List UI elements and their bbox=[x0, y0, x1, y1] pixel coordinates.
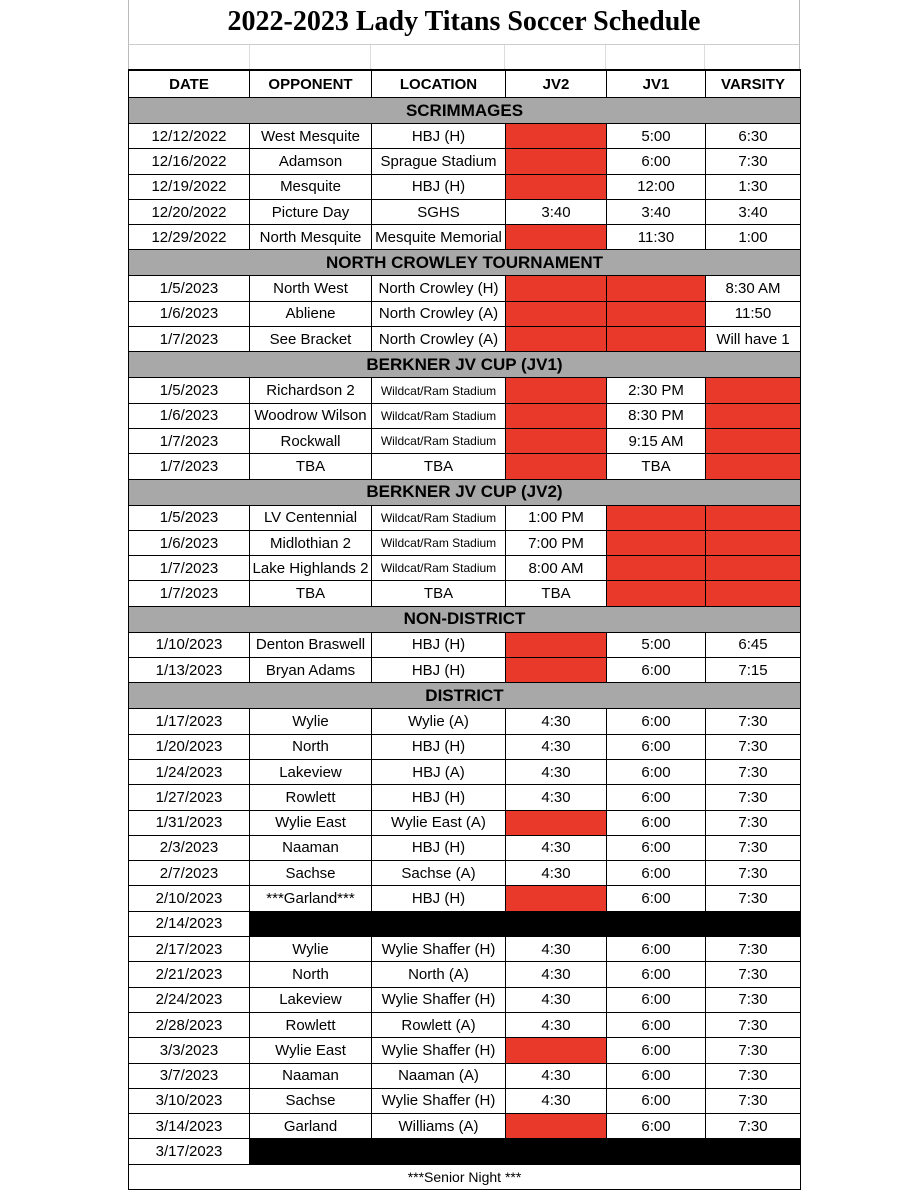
game-row bbox=[129, 937, 801, 962]
game-row bbox=[129, 1063, 801, 1088]
location-cell: Williams (A) bbox=[372, 1114, 506, 1139]
section-header-row bbox=[129, 352, 801, 378]
date-cell: 1/5/2023 bbox=[129, 276, 250, 301]
varsity-time-cell: 7:30 bbox=[706, 810, 801, 835]
jv1-no-game-cell bbox=[607, 556, 706, 581]
section-header-row bbox=[129, 250, 801, 276]
game-row bbox=[129, 276, 801, 301]
opponent-cell: Rockwall bbox=[250, 428, 372, 453]
section-title: NORTH CROWLEY TOURNAMENT bbox=[129, 250, 801, 276]
game-row bbox=[129, 709, 801, 734]
jv1-time-cell: 5:00 bbox=[607, 124, 706, 149]
jv2-no-game-cell bbox=[506, 124, 607, 149]
date-cell: 2/28/2023 bbox=[129, 1012, 250, 1037]
date-cell: 1/7/2023 bbox=[129, 454, 250, 479]
jv1-time-cell: TBA bbox=[607, 454, 706, 479]
varsity-no-game-cell bbox=[706, 556, 801, 581]
location-cell: Wildcat/Ram Stadium bbox=[372, 378, 506, 403]
jv2-no-game-cell bbox=[506, 1038, 607, 1063]
jv1-no-game-cell bbox=[607, 276, 706, 301]
date-cell: 1/27/2023 bbox=[129, 785, 250, 810]
date-cell: 2/24/2023 bbox=[129, 987, 250, 1012]
varsity-time-cell: 7:30 bbox=[706, 1088, 801, 1113]
jv2-no-game-cell bbox=[506, 301, 607, 326]
date-cell: 1/5/2023 bbox=[129, 378, 250, 403]
jv2-time-cell: 4:30 bbox=[506, 759, 607, 784]
game-row bbox=[129, 174, 801, 199]
varsity-time-cell: 11:50 bbox=[706, 301, 801, 326]
game-row bbox=[129, 327, 801, 352]
varsity-time-cell: 7:30 bbox=[706, 759, 801, 784]
jv1-time-cell: 9:15 AM bbox=[607, 428, 706, 453]
opponent-cell: Rowlett bbox=[250, 785, 372, 810]
date-cell: 3/10/2023 bbox=[129, 1088, 250, 1113]
spacer-row bbox=[128, 45, 800, 69]
opponent-cell: Naaman bbox=[250, 835, 372, 860]
opponent-cell: Sachse bbox=[250, 861, 372, 886]
game-row bbox=[129, 886, 801, 911]
location-cell: Wildcat/Ram Stadium bbox=[372, 428, 506, 453]
opponent-cell: LV Centennial bbox=[250, 505, 372, 530]
date-cell: 3/14/2023 bbox=[129, 1114, 250, 1139]
varsity-time-cell: 7:30 bbox=[706, 937, 801, 962]
varsity-time-cell: 7:30 bbox=[706, 734, 801, 759]
location-cell: HBJ (H) bbox=[372, 886, 506, 911]
opponent-cell: Bryan Adams bbox=[250, 658, 372, 683]
location-cell: HBJ (H) bbox=[372, 124, 506, 149]
section-header-row bbox=[129, 683, 801, 709]
varsity-time-cell: 7:30 bbox=[706, 1063, 801, 1088]
varsity-time-cell: 8:30 AM bbox=[706, 276, 801, 301]
location-cell: Wylie Shaffer (H) bbox=[372, 987, 506, 1012]
date-cell: 1/24/2023 bbox=[129, 759, 250, 784]
jv2-no-game-cell bbox=[506, 225, 607, 250]
date-cell: 12/12/2022 bbox=[129, 124, 250, 149]
jv2-no-game-cell bbox=[506, 886, 607, 911]
opponent-cell: Wylie bbox=[250, 937, 372, 962]
varsity-time-cell: 7:30 bbox=[706, 1012, 801, 1037]
game-row bbox=[129, 987, 801, 1012]
varsity-no-game-cell bbox=[706, 530, 801, 555]
jv2-no-game-cell bbox=[506, 810, 607, 835]
section-header-row bbox=[129, 479, 801, 505]
date-cell: 2/3/2023 bbox=[129, 835, 250, 860]
game-row bbox=[129, 428, 801, 453]
varsity-time-cell: 7:30 bbox=[706, 785, 801, 810]
game-row bbox=[129, 225, 801, 250]
jv1-time-cell: 6:00 bbox=[607, 658, 706, 683]
jv2-no-game-cell bbox=[506, 403, 607, 428]
location-cell: Wildcat/Ram Stadium bbox=[372, 403, 506, 428]
varsity-time-cell: 3:40 bbox=[706, 199, 801, 224]
jv1-time-cell: 3:40 bbox=[607, 199, 706, 224]
jv1-time-cell: 6:00 bbox=[607, 1012, 706, 1037]
senior-night-note: ***Senior Night *** bbox=[129, 1164, 801, 1189]
varsity-time-cell: 7:15 bbox=[706, 658, 801, 683]
jv1-time-cell: 6:00 bbox=[607, 835, 706, 860]
jv1-time-cell: 6:00 bbox=[607, 759, 706, 784]
header-location: LOCATION bbox=[372, 70, 506, 98]
varsity-time-cell: 6:30 bbox=[706, 124, 801, 149]
date-cell: 2/7/2023 bbox=[129, 861, 250, 886]
jv2-no-game-cell bbox=[506, 149, 607, 174]
location-cell: HBJ (H) bbox=[372, 174, 506, 199]
game-row bbox=[129, 861, 801, 886]
varsity-no-game-cell bbox=[706, 581, 801, 606]
date-cell: 1/5/2023 bbox=[129, 505, 250, 530]
section-title: DISTRICT bbox=[129, 683, 801, 709]
opponent-cell: TBA bbox=[250, 454, 372, 479]
header-jv1: JV1 bbox=[607, 70, 706, 98]
game-row bbox=[129, 785, 801, 810]
date-cell: 1/13/2023 bbox=[129, 658, 250, 683]
date-cell: 12/29/2022 bbox=[129, 225, 250, 250]
game-row bbox=[129, 556, 801, 581]
jv2-time-cell: 4:30 bbox=[506, 861, 607, 886]
game-row bbox=[129, 1038, 801, 1063]
varsity-time-cell: 7:30 bbox=[706, 987, 801, 1012]
opponent-cell: Garland bbox=[250, 1114, 372, 1139]
jv2-no-game-cell bbox=[506, 378, 607, 403]
game-row bbox=[129, 581, 801, 606]
jv1-time-cell: 6:00 bbox=[607, 810, 706, 835]
game-row bbox=[129, 1088, 801, 1113]
jv2-time-cell: 4:30 bbox=[506, 1012, 607, 1037]
date-cell: 2/21/2023 bbox=[129, 962, 250, 987]
date-cell: 2/10/2023 bbox=[129, 886, 250, 911]
jv1-time-cell: 5:00 bbox=[607, 632, 706, 657]
varsity-time-cell: 7:30 bbox=[706, 1038, 801, 1063]
jv2-no-game-cell bbox=[506, 327, 607, 352]
location-cell: HBJ (H) bbox=[372, 658, 506, 683]
opponent-cell: Sachse bbox=[250, 1088, 372, 1113]
varsity-time-cell: 1:30 bbox=[706, 174, 801, 199]
game-row bbox=[129, 199, 801, 224]
date-cell: 12/20/2022 bbox=[129, 199, 250, 224]
location-cell: Wildcat/Ram Stadium bbox=[372, 556, 506, 581]
date-cell: 1/7/2023 bbox=[129, 581, 250, 606]
date-cell: 1/17/2023 bbox=[129, 709, 250, 734]
date-cell: 1/6/2023 bbox=[129, 301, 250, 326]
opponent-cell: Woodrow Wilson bbox=[250, 403, 372, 428]
date-cell: 1/10/2023 bbox=[129, 632, 250, 657]
opponent-cell: Richardson 2 bbox=[250, 378, 372, 403]
varsity-time-cell: 7:30 bbox=[706, 861, 801, 886]
section-header-row bbox=[129, 98, 801, 124]
location-cell: Wylie Shaffer (H) bbox=[372, 1088, 506, 1113]
jv1-time-cell: 6:00 bbox=[607, 1038, 706, 1063]
game-row bbox=[129, 403, 801, 428]
opponent-cell: See Bracket bbox=[250, 327, 372, 352]
location-cell: HBJ (A) bbox=[372, 759, 506, 784]
varsity-no-game-cell bbox=[706, 505, 801, 530]
location-cell: Rowlett (A) bbox=[372, 1012, 506, 1037]
jv1-time-cell: 6:00 bbox=[607, 886, 706, 911]
jv2-time-cell: 4:30 bbox=[506, 937, 607, 962]
jv2-no-game-cell bbox=[506, 454, 607, 479]
jv2-time-cell: TBA bbox=[506, 581, 607, 606]
game-row bbox=[129, 454, 801, 479]
jv1-time-cell: 11:30 bbox=[607, 225, 706, 250]
jv1-time-cell: 8:30 PM bbox=[607, 403, 706, 428]
jv1-no-game-cell bbox=[607, 530, 706, 555]
game-row bbox=[129, 124, 801, 149]
jv1-time-cell: 2:30 PM bbox=[607, 378, 706, 403]
game-row bbox=[129, 759, 801, 784]
varsity-no-game-cell bbox=[706, 378, 801, 403]
date-cell: 3/3/2023 bbox=[129, 1038, 250, 1063]
varsity-time-cell: 7:30 bbox=[706, 835, 801, 860]
jv2-time-cell: 4:30 bbox=[506, 785, 607, 810]
date-cell: 3/17/2023 bbox=[129, 1139, 250, 1164]
location-cell: SGHS bbox=[372, 199, 506, 224]
game-row bbox=[129, 962, 801, 987]
game-row bbox=[129, 911, 801, 936]
jv2-time-cell: 3:40 bbox=[506, 199, 607, 224]
varsity-time-cell: 7:30 bbox=[706, 886, 801, 911]
location-cell: TBA bbox=[372, 454, 506, 479]
opponent-cell: ***Garland*** bbox=[250, 886, 372, 911]
location-cell: TBA bbox=[372, 581, 506, 606]
opponent-cell: Midlothian 2 bbox=[250, 530, 372, 555]
location-cell: Wildcat/Ram Stadium bbox=[372, 530, 506, 555]
jv1-no-game-cell bbox=[607, 327, 706, 352]
date-cell: 12/19/2022 bbox=[129, 174, 250, 199]
date-cell: 1/7/2023 bbox=[129, 428, 250, 453]
varsity-time-cell: 6:45 bbox=[706, 632, 801, 657]
schedule-table bbox=[128, 69, 801, 1190]
jv2-no-game-cell bbox=[506, 428, 607, 453]
header-jv2: JV2 bbox=[506, 70, 607, 98]
varsity-no-game-cell bbox=[706, 428, 801, 453]
varsity-time-cell: Will have 1 bbox=[706, 327, 801, 352]
opponent-cell: Denton Braswell bbox=[250, 632, 372, 657]
jv2-time-cell: 4:30 bbox=[506, 1088, 607, 1113]
date-cell: 1/6/2023 bbox=[129, 530, 250, 555]
jv2-time-cell: 4:30 bbox=[506, 734, 607, 759]
location-cell: Sachse (A) bbox=[372, 861, 506, 886]
game-row bbox=[129, 734, 801, 759]
game-row bbox=[129, 1012, 801, 1037]
location-cell: North Crowley (H) bbox=[372, 276, 506, 301]
jv1-time-cell: 6:00 bbox=[607, 1063, 706, 1088]
location-cell: North Crowley (A) bbox=[372, 301, 506, 326]
game-row bbox=[129, 1139, 801, 1164]
opponent-cell: Wylie East bbox=[250, 1038, 372, 1063]
jv2-no-game-cell bbox=[506, 276, 607, 301]
jv2-time-cell: 1:00 PM bbox=[506, 505, 607, 530]
jv2-time-cell: 4:30 bbox=[506, 962, 607, 987]
varsity-time-cell: 7:30 bbox=[706, 962, 801, 987]
jv2-no-game-cell bbox=[506, 1114, 607, 1139]
opponent-cell: West Mesquite bbox=[250, 124, 372, 149]
date-cell: 3/7/2023 bbox=[129, 1063, 250, 1088]
game-row bbox=[129, 530, 801, 555]
opponent-cell: Lake Highlands 2 bbox=[250, 556, 372, 581]
opponent-cell: Naaman bbox=[250, 1063, 372, 1088]
section-title: NON-DISTRICT bbox=[129, 606, 801, 632]
varsity-no-game-cell bbox=[706, 454, 801, 479]
game-row bbox=[129, 301, 801, 326]
off-day-cell bbox=[250, 911, 801, 936]
opponent-cell: North bbox=[250, 734, 372, 759]
location-cell: Wildcat/Ram Stadium bbox=[372, 505, 506, 530]
opponent-cell: Mesquite bbox=[250, 174, 372, 199]
opponent-cell: Picture Day bbox=[250, 199, 372, 224]
date-cell: 1/31/2023 bbox=[129, 810, 250, 835]
opponent-cell: Rowlett bbox=[250, 1012, 372, 1037]
jv2-time-cell: 8:00 AM bbox=[506, 556, 607, 581]
opponent-cell: North bbox=[250, 962, 372, 987]
location-cell: Sprague Stadium bbox=[372, 149, 506, 174]
jv1-no-game-cell bbox=[607, 301, 706, 326]
location-cell: Wylie East (A) bbox=[372, 810, 506, 835]
varsity-time-cell: 7:30 bbox=[706, 709, 801, 734]
off-day-cell bbox=[250, 1139, 801, 1164]
varsity-time-cell: 7:30 bbox=[706, 149, 801, 174]
location-cell: North Crowley (A) bbox=[372, 327, 506, 352]
opponent-cell: Wylie East bbox=[250, 810, 372, 835]
opponent-cell: Abliene bbox=[250, 301, 372, 326]
location-cell: Mesquite Memorial bbox=[372, 225, 506, 250]
date-cell: 1/7/2023 bbox=[129, 327, 250, 352]
game-row bbox=[129, 835, 801, 860]
section-title: BERKNER JV CUP (JV2) bbox=[129, 479, 801, 505]
location-cell: Wylie (A) bbox=[372, 709, 506, 734]
game-row bbox=[129, 658, 801, 683]
section-title: BERKNER JV CUP (JV1) bbox=[129, 352, 801, 378]
game-row bbox=[129, 810, 801, 835]
game-row bbox=[129, 149, 801, 174]
location-cell: HBJ (H) bbox=[372, 785, 506, 810]
jv1-time-cell: 6:00 bbox=[607, 937, 706, 962]
jv2-time-cell: 4:30 bbox=[506, 835, 607, 860]
opponent-cell: Lakeview bbox=[250, 759, 372, 784]
location-cell: HBJ (H) bbox=[372, 835, 506, 860]
date-cell: 2/14/2023 bbox=[129, 911, 250, 936]
jv1-time-cell: 6:00 bbox=[607, 962, 706, 987]
jv1-time-cell: 6:00 bbox=[607, 987, 706, 1012]
varsity-no-game-cell bbox=[706, 403, 801, 428]
header-date: DATE bbox=[129, 70, 250, 98]
date-cell: 1/6/2023 bbox=[129, 403, 250, 428]
schedule-title: 2022-2023 Lady Titans Soccer Schedule bbox=[128, 0, 800, 45]
varsity-time-cell: 7:30 bbox=[706, 1114, 801, 1139]
jv2-no-game-cell bbox=[506, 174, 607, 199]
section-title: SCRIMMAGES bbox=[129, 98, 801, 124]
section-header-row bbox=[129, 606, 801, 632]
opponent-cell: North West bbox=[250, 276, 372, 301]
header-varsity: VARSITY bbox=[706, 70, 801, 98]
jv2-time-cell: 4:30 bbox=[506, 709, 607, 734]
date-cell: 1/7/2023 bbox=[129, 556, 250, 581]
location-cell: Wylie Shaffer (H) bbox=[372, 937, 506, 962]
jv2-time-cell: 7:00 PM bbox=[506, 530, 607, 555]
date-cell: 1/20/2023 bbox=[129, 734, 250, 759]
location-cell: HBJ (H) bbox=[372, 734, 506, 759]
opponent-cell: Lakeview bbox=[250, 987, 372, 1012]
game-row bbox=[129, 378, 801, 403]
varsity-time-cell: 1:00 bbox=[706, 225, 801, 250]
location-cell: North (A) bbox=[372, 962, 506, 987]
jv1-time-cell: 6:00 bbox=[607, 734, 706, 759]
jv1-time-cell: 6:00 bbox=[607, 1088, 706, 1113]
date-cell: 12/16/2022 bbox=[129, 149, 250, 174]
game-row bbox=[129, 1114, 801, 1139]
jv1-time-cell: 6:00 bbox=[607, 861, 706, 886]
jv1-time-cell: 6:00 bbox=[607, 709, 706, 734]
jv1-no-game-cell bbox=[607, 581, 706, 606]
jv1-time-cell: 6:00 bbox=[607, 785, 706, 810]
jv2-time-cell: 4:30 bbox=[506, 1063, 607, 1088]
opponent-cell: North Mesquite bbox=[250, 225, 372, 250]
date-cell: 2/17/2023 bbox=[129, 937, 250, 962]
game-row bbox=[129, 632, 801, 657]
jv1-time-cell: 6:00 bbox=[607, 149, 706, 174]
schedule-sheet bbox=[128, 0, 800, 1190]
jv2-no-game-cell bbox=[506, 632, 607, 657]
opponent-cell: Wylie bbox=[250, 709, 372, 734]
opponent-cell: TBA bbox=[250, 581, 372, 606]
jv1-no-game-cell bbox=[607, 505, 706, 530]
opponent-cell: Adamson bbox=[250, 149, 372, 174]
header-opponent: OPPONENT bbox=[250, 70, 372, 98]
footer-row bbox=[129, 1164, 801, 1189]
header-row bbox=[129, 70, 801, 98]
jv2-no-game-cell bbox=[506, 658, 607, 683]
location-cell: HBJ (H) bbox=[372, 632, 506, 657]
location-cell: Wylie Shaffer (H) bbox=[372, 1038, 506, 1063]
jv2-time-cell: 4:30 bbox=[506, 987, 607, 1012]
jv1-time-cell: 6:00 bbox=[607, 1114, 706, 1139]
game-row bbox=[129, 505, 801, 530]
jv1-time-cell: 12:00 bbox=[607, 174, 706, 199]
location-cell: Naaman (A) bbox=[372, 1063, 506, 1088]
